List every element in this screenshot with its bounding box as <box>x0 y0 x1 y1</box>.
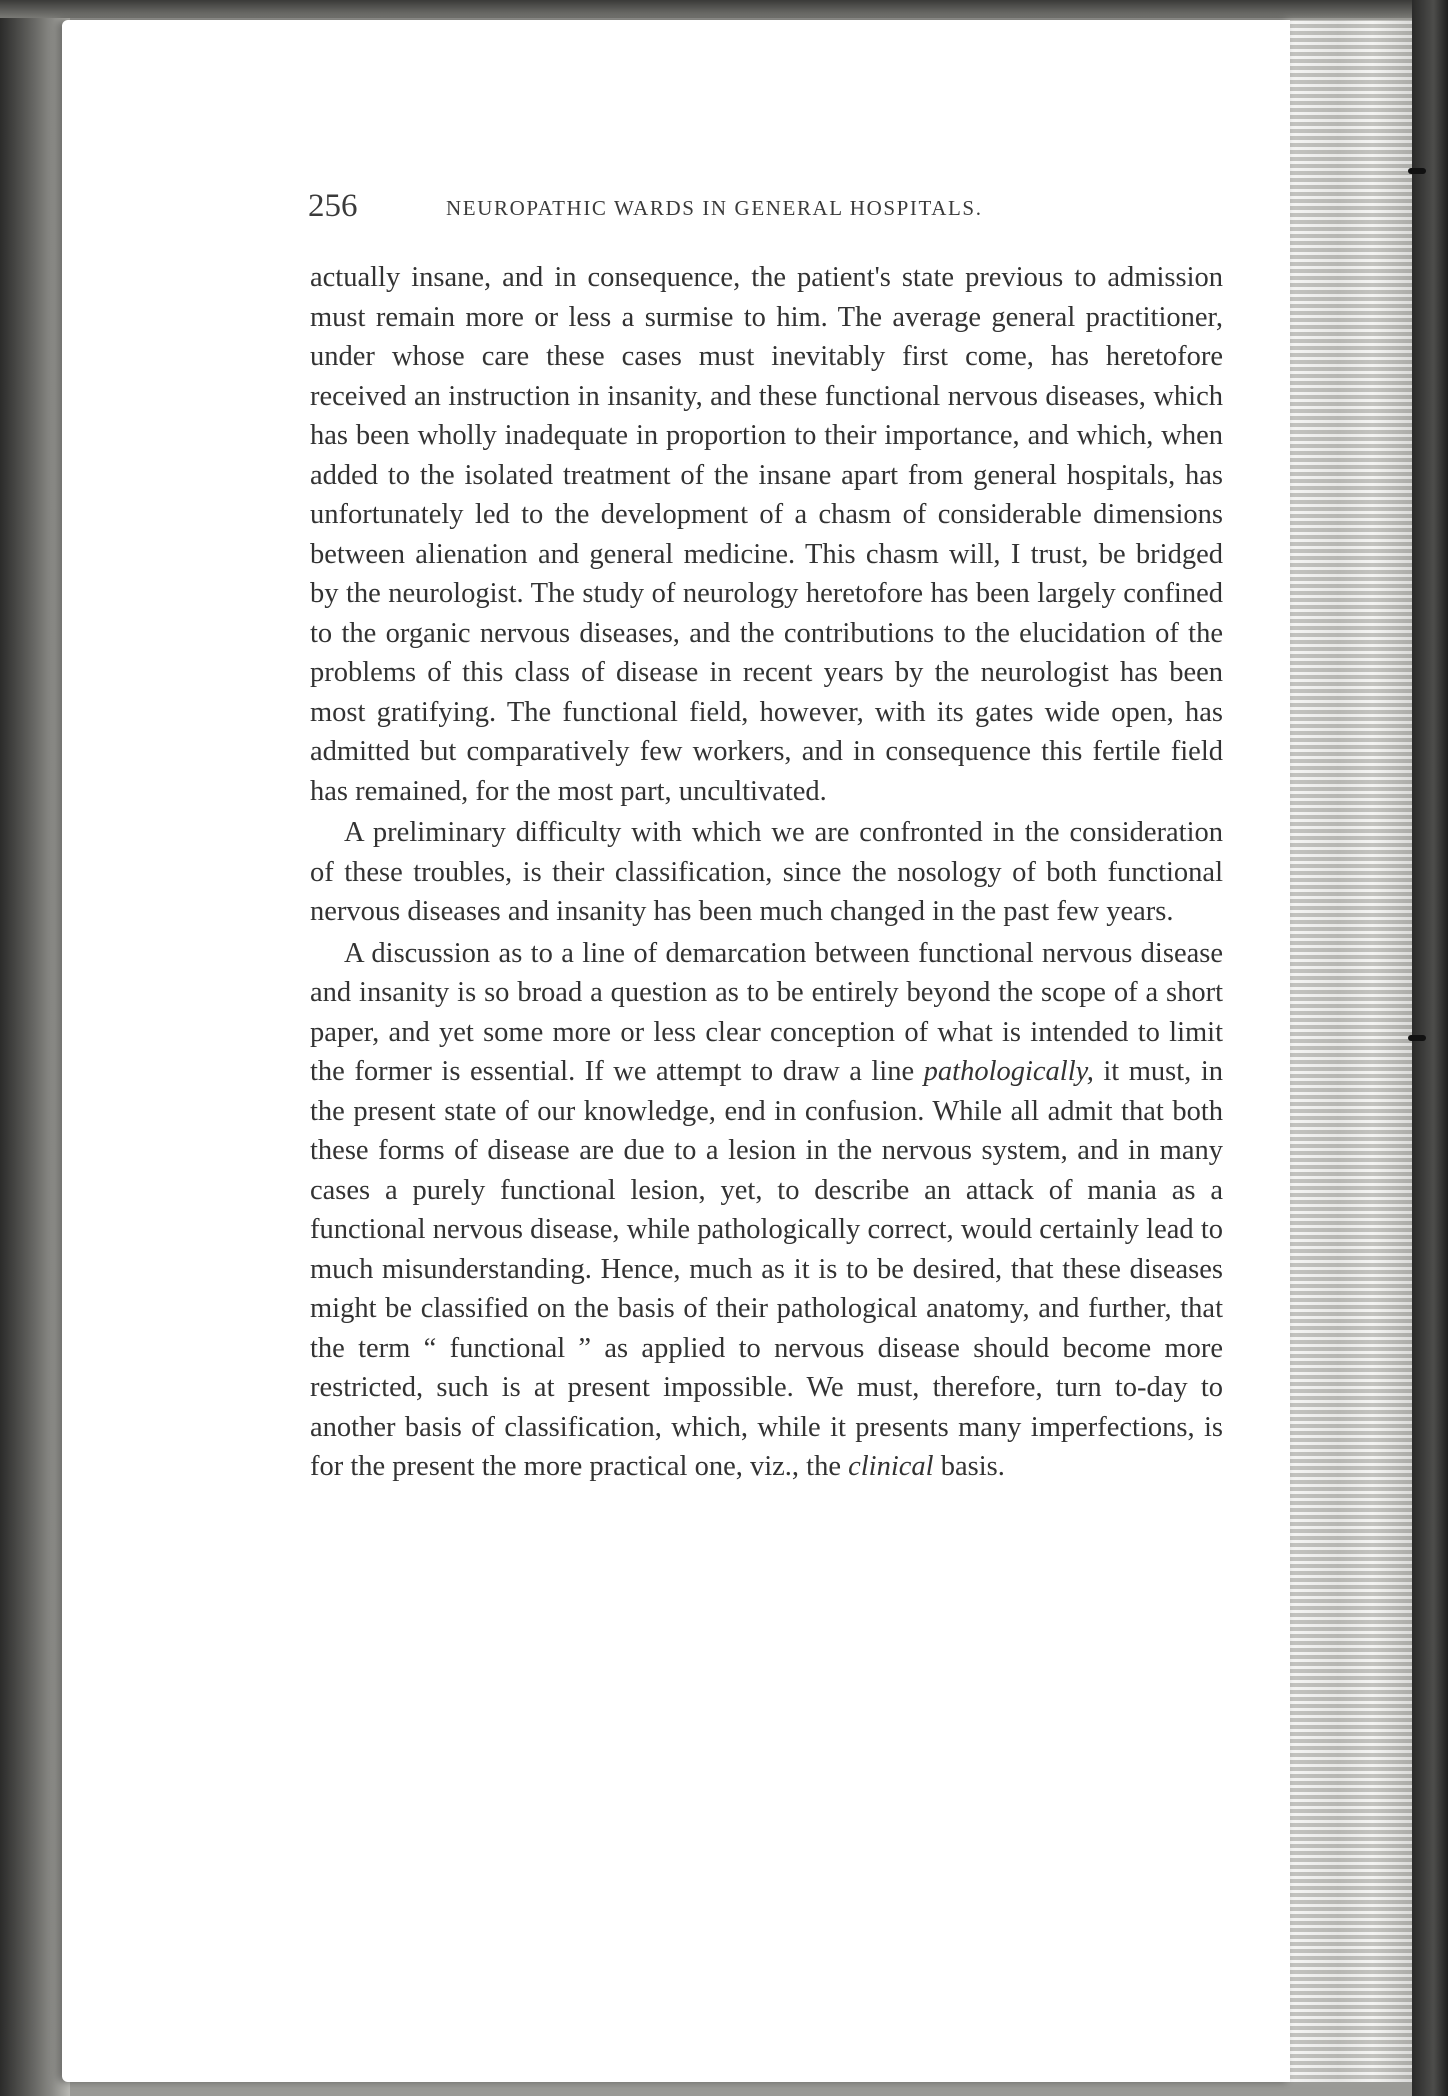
paragraph-text: it must, in the present state of our knowledge, end in confusion. While all admit that both these forms of disease are due to a lesion in the nervous system, and in many cases a purely functional lesion, yet, to describe an attack of mania as a functional nervous disease, while pathologically correct, would certainly lead to much misunderstanding. Hence, much as it is to be desired, that these diseases might be classified on the basis of their pathological anatomy, and further, that the term “ functional ” as applied to nervous disease should become more restricted, such is at present impossible. We must, therefore, turn to-day to another basis of classification, which, while it presents many imperfections, is for the present the more practical one, viz., the <box>310 1056 1224 1482</box>
paragraph-text: basis. <box>933 1451 1005 1482</box>
italic-term: pathologically, <box>923 1056 1094 1087</box>
binding-clip <box>1408 168 1426 174</box>
page-header <box>308 188 1228 228</box>
book-cover-left-edge <box>0 0 70 2096</box>
binding-clip <box>1408 1035 1426 1041</box>
italic-term: clinical <box>848 1451 934 1482</box>
page-stack-right-edge <box>1275 20 1415 2082</box>
paragraph: A preliminary difficulty with which we are confronted in the consideration of these troubles, is their classification, since the nosology of both functional nervous diseases and insanity has been much changed in the past few years. <box>310 817 1223 927</box>
paragraph-text: A discussion as to a line of demarcation between functional nervous disease and insanity is so broad a question as to be entirely beyond the scope of a short paper, and yet some more or less clear conception of what is intended to limit the former is essential. If we attempt to draw a line <box>310 937 1223 1087</box>
paragraph: actually insane, and in consequence, the patient's state previous to admission must remain more or less a surmise to him. The average general practitioner, under whose care these cases must inevitably first come, has heretofore received an instruction in insanity, and these functional nervous diseases, which has been wholly inadequate in proportion to their importance, and which, when added to the isolated treatment of the insane apart from general hospitals, has unfortunately led to the development of a chasm of considerable dimensions between alienation and general medicine. This chasm will, I trust, be bridged by the neurologist. The study of neurology heretofore has been largely confined to the organic nervous diseases, and the contributions to the elucidation of the problems of this class of disease in recent years by the neurologist has been most gratifying. The functional field, however, with its gates wide open, has admitted but comparatively few workers, and in consequence this fertile field has remained, for the most part, uncultivated. <box>310 262 1223 807</box>
book-cover-top-edge <box>0 0 1448 18</box>
book-cover-right-edge <box>1412 0 1448 2096</box>
body-text <box>310 258 1223 1487</box>
running-head: NEUROPATHIC WARDS IN GENERAL HOSPITALS. <box>446 196 983 220</box>
paragraph <box>310 934 1223 1487</box>
page-number: 256 <box>308 188 358 224</box>
